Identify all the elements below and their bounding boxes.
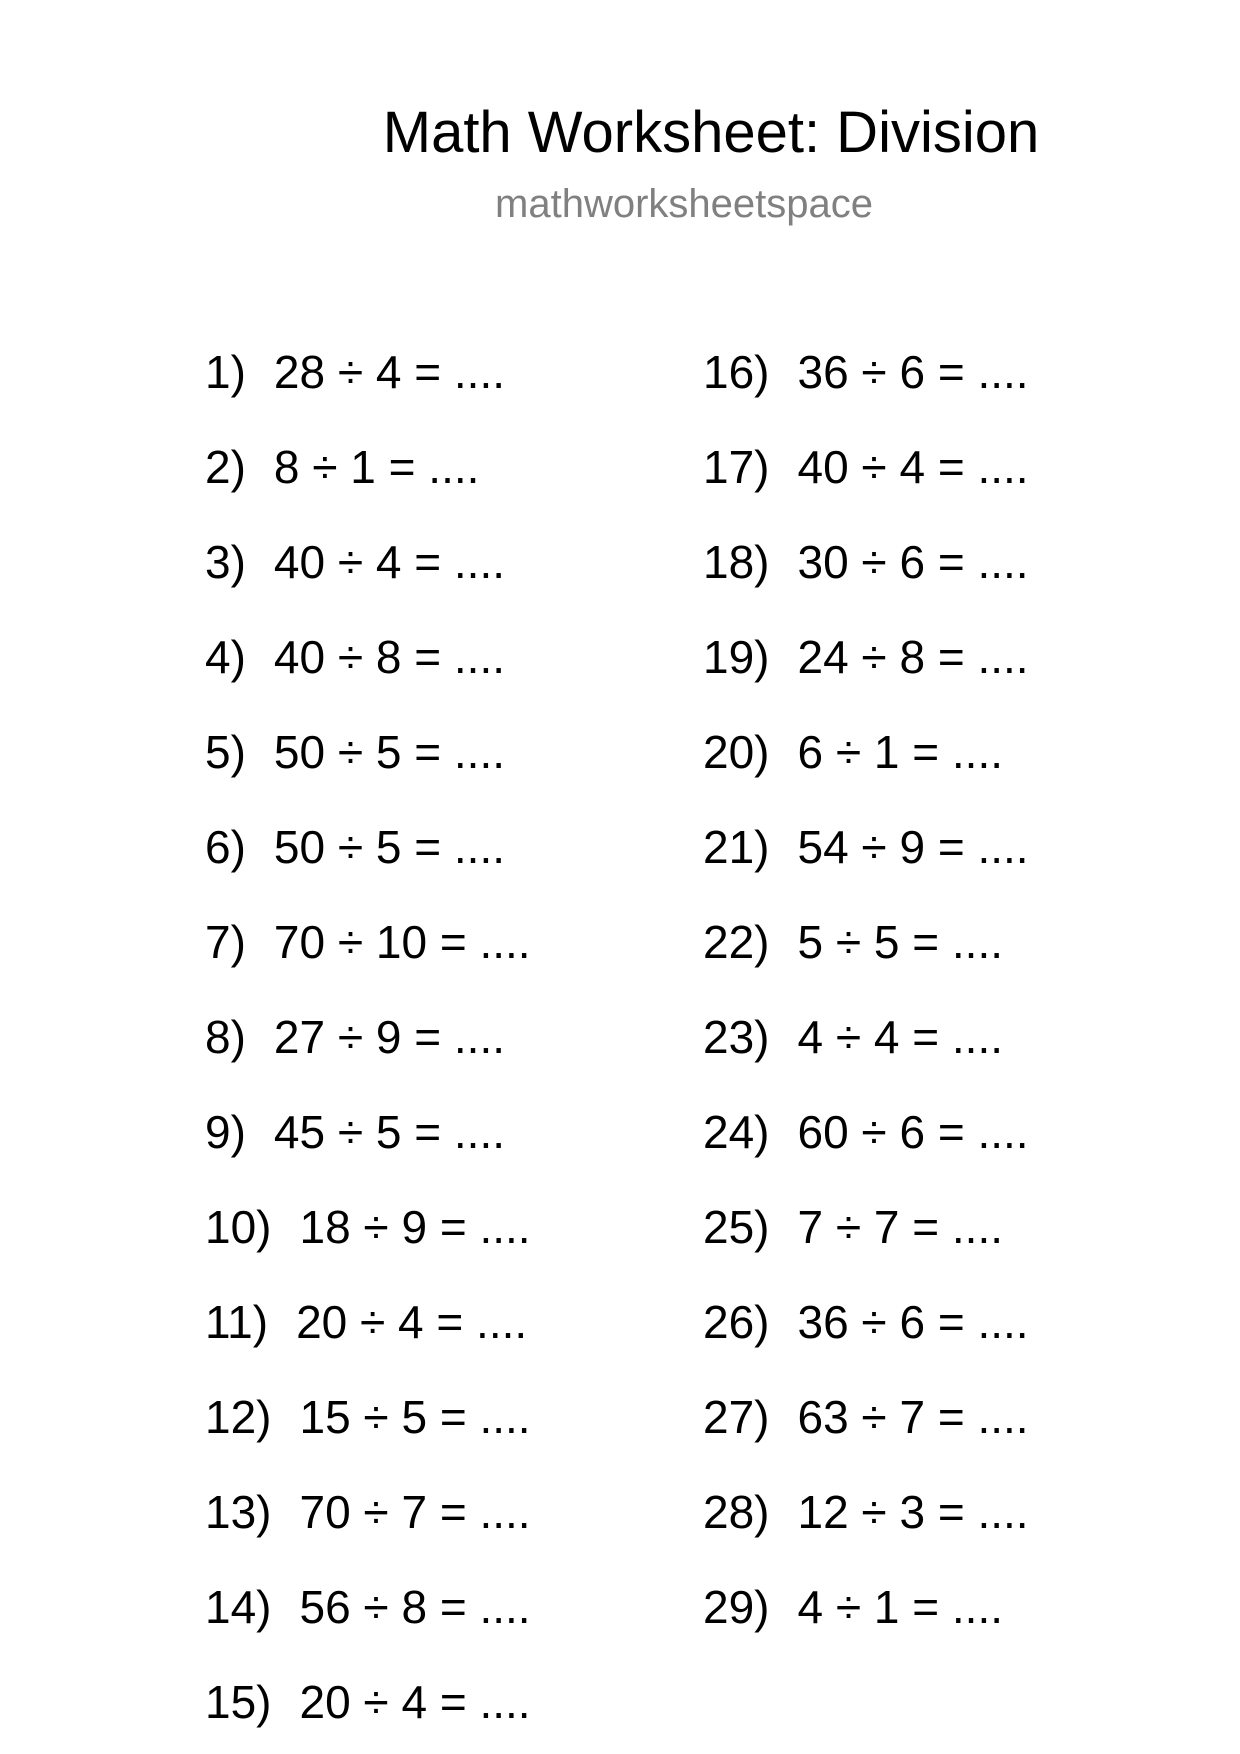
problem-item (703, 821, 1029, 873)
problem-expression: 54 ÷ 9 = .... (797, 821, 1029, 873)
problem-item (205, 1676, 531, 1728)
problem-number: 29) (703, 1581, 770, 1633)
problem-item (205, 1296, 527, 1348)
problem-item (703, 1486, 1029, 1538)
problem-expression: 63 ÷ 7 = .... (797, 1391, 1029, 1443)
problem-item (205, 1581, 531, 1633)
page-title: Math Worksheet: Division (382, 100, 1040, 165)
problem-item (205, 726, 505, 778)
problem-number: 13) (205, 1486, 272, 1538)
problem-item (205, 346, 505, 398)
problem-item (703, 1391, 1029, 1443)
problem-number: 15) (205, 1676, 272, 1728)
problem-item (205, 821, 505, 873)
problem-number: 10) (205, 1201, 272, 1253)
problem-number: 22) (703, 916, 770, 968)
problem-number: 25) (703, 1201, 770, 1253)
problem-expression: 36 ÷ 6 = .... (797, 1296, 1029, 1348)
problem-expression: 6 ÷ 1 = .... (797, 726, 1004, 778)
problem-expression: 24 ÷ 8 = .... (797, 631, 1029, 683)
problem-expression: 40 ÷ 8 = .... (273, 631, 506, 683)
problem-expression: 50 ÷ 5 = .... (273, 821, 506, 873)
problem-number: 17) (703, 441, 770, 493)
problem-expression: 20 ÷ 4 = .... (299, 1676, 531, 1728)
problem-expression: 27 ÷ 9 = .... (273, 1011, 506, 1063)
problem-item (205, 441, 479, 493)
problem-number: 18) (703, 536, 770, 588)
problem-item (703, 1296, 1029, 1348)
problem-expression: 40 ÷ 4 = .... (273, 536, 506, 588)
problem-expression: 56 ÷ 8 = .... (299, 1581, 531, 1633)
problem-number: 2) (205, 441, 246, 493)
problem-expression: 45 ÷ 5 = .... (273, 1106, 506, 1158)
problem-number: 14) (205, 1581, 272, 1633)
problem-item (703, 536, 1029, 588)
problem-item (205, 1106, 505, 1158)
problem-item (703, 1011, 1003, 1063)
problem-expression: 40 ÷ 4 = .... (797, 441, 1029, 493)
problem-item (205, 1391, 531, 1443)
problem-number: 1) (205, 346, 246, 398)
problem-number: 21) (703, 821, 770, 873)
problem-item (205, 1011, 505, 1063)
problem-number: 4) (205, 631, 246, 683)
problem-expression: 20 ÷ 4 = .... (296, 1296, 528, 1348)
problem-expression: 18 ÷ 9 = .... (299, 1201, 531, 1253)
problem-number: 19) (703, 631, 770, 683)
page-subtitle: mathworksheetspace (495, 182, 873, 226)
problem-expression: 50 ÷ 5 = .... (273, 726, 506, 778)
problem-number: 16) (703, 346, 770, 398)
problem-expression: 4 ÷ 4 = .... (797, 1011, 1004, 1063)
problem-expression: 15 ÷ 5 = .... (299, 1391, 531, 1443)
problem-item (205, 536, 505, 588)
problem-expression: 70 ÷ 7 = .... (299, 1486, 531, 1538)
problem-expression: 8 ÷ 1 = .... (273, 441, 480, 493)
problem-item (703, 346, 1029, 398)
problem-item (703, 1201, 1003, 1253)
problem-number: 6) (205, 821, 246, 873)
problem-number: 8) (205, 1011, 246, 1063)
problem-item (703, 631, 1029, 683)
problem-expression: 28 ÷ 4 = .... (273, 346, 506, 398)
problem-expression: 12 ÷ 3 = .... (797, 1486, 1029, 1538)
problem-number: 28) (703, 1486, 770, 1538)
problem-expression: 4 ÷ 1 = .... (797, 1581, 1004, 1633)
problem-item (205, 1486, 531, 1538)
problem-number: 24) (703, 1106, 770, 1158)
problem-expression: 5 ÷ 5 = .... (797, 916, 1004, 968)
problem-item (703, 916, 1003, 968)
problem-item (205, 1201, 531, 1253)
problem-expression: 30 ÷ 6 = .... (797, 536, 1029, 588)
problem-number: 20) (703, 726, 770, 778)
problem-expression: 7 ÷ 7 = .... (797, 1201, 1004, 1253)
problem-number: 11) (205, 1296, 269, 1348)
problem-number: 12) (205, 1391, 272, 1443)
problem-expression: 36 ÷ 6 = .... (797, 346, 1029, 398)
problem-number: 23) (703, 1011, 770, 1063)
problem-expression: 60 ÷ 6 = .... (797, 1106, 1029, 1158)
problem-item (205, 631, 505, 683)
problem-number: 26) (703, 1296, 770, 1348)
problem-item (703, 441, 1029, 493)
problem-item (703, 726, 1003, 778)
problem-item (205, 916, 531, 968)
problem-item (703, 1106, 1029, 1158)
problem-item (703, 1581, 1003, 1633)
problem-expression: 70 ÷ 10 = .... (273, 916, 531, 968)
problem-number: 9) (205, 1106, 246, 1158)
problem-number: 3) (205, 536, 246, 588)
problem-number: 7) (205, 916, 246, 968)
problem-number: 27) (703, 1391, 770, 1443)
problem-number: 5) (205, 726, 246, 778)
